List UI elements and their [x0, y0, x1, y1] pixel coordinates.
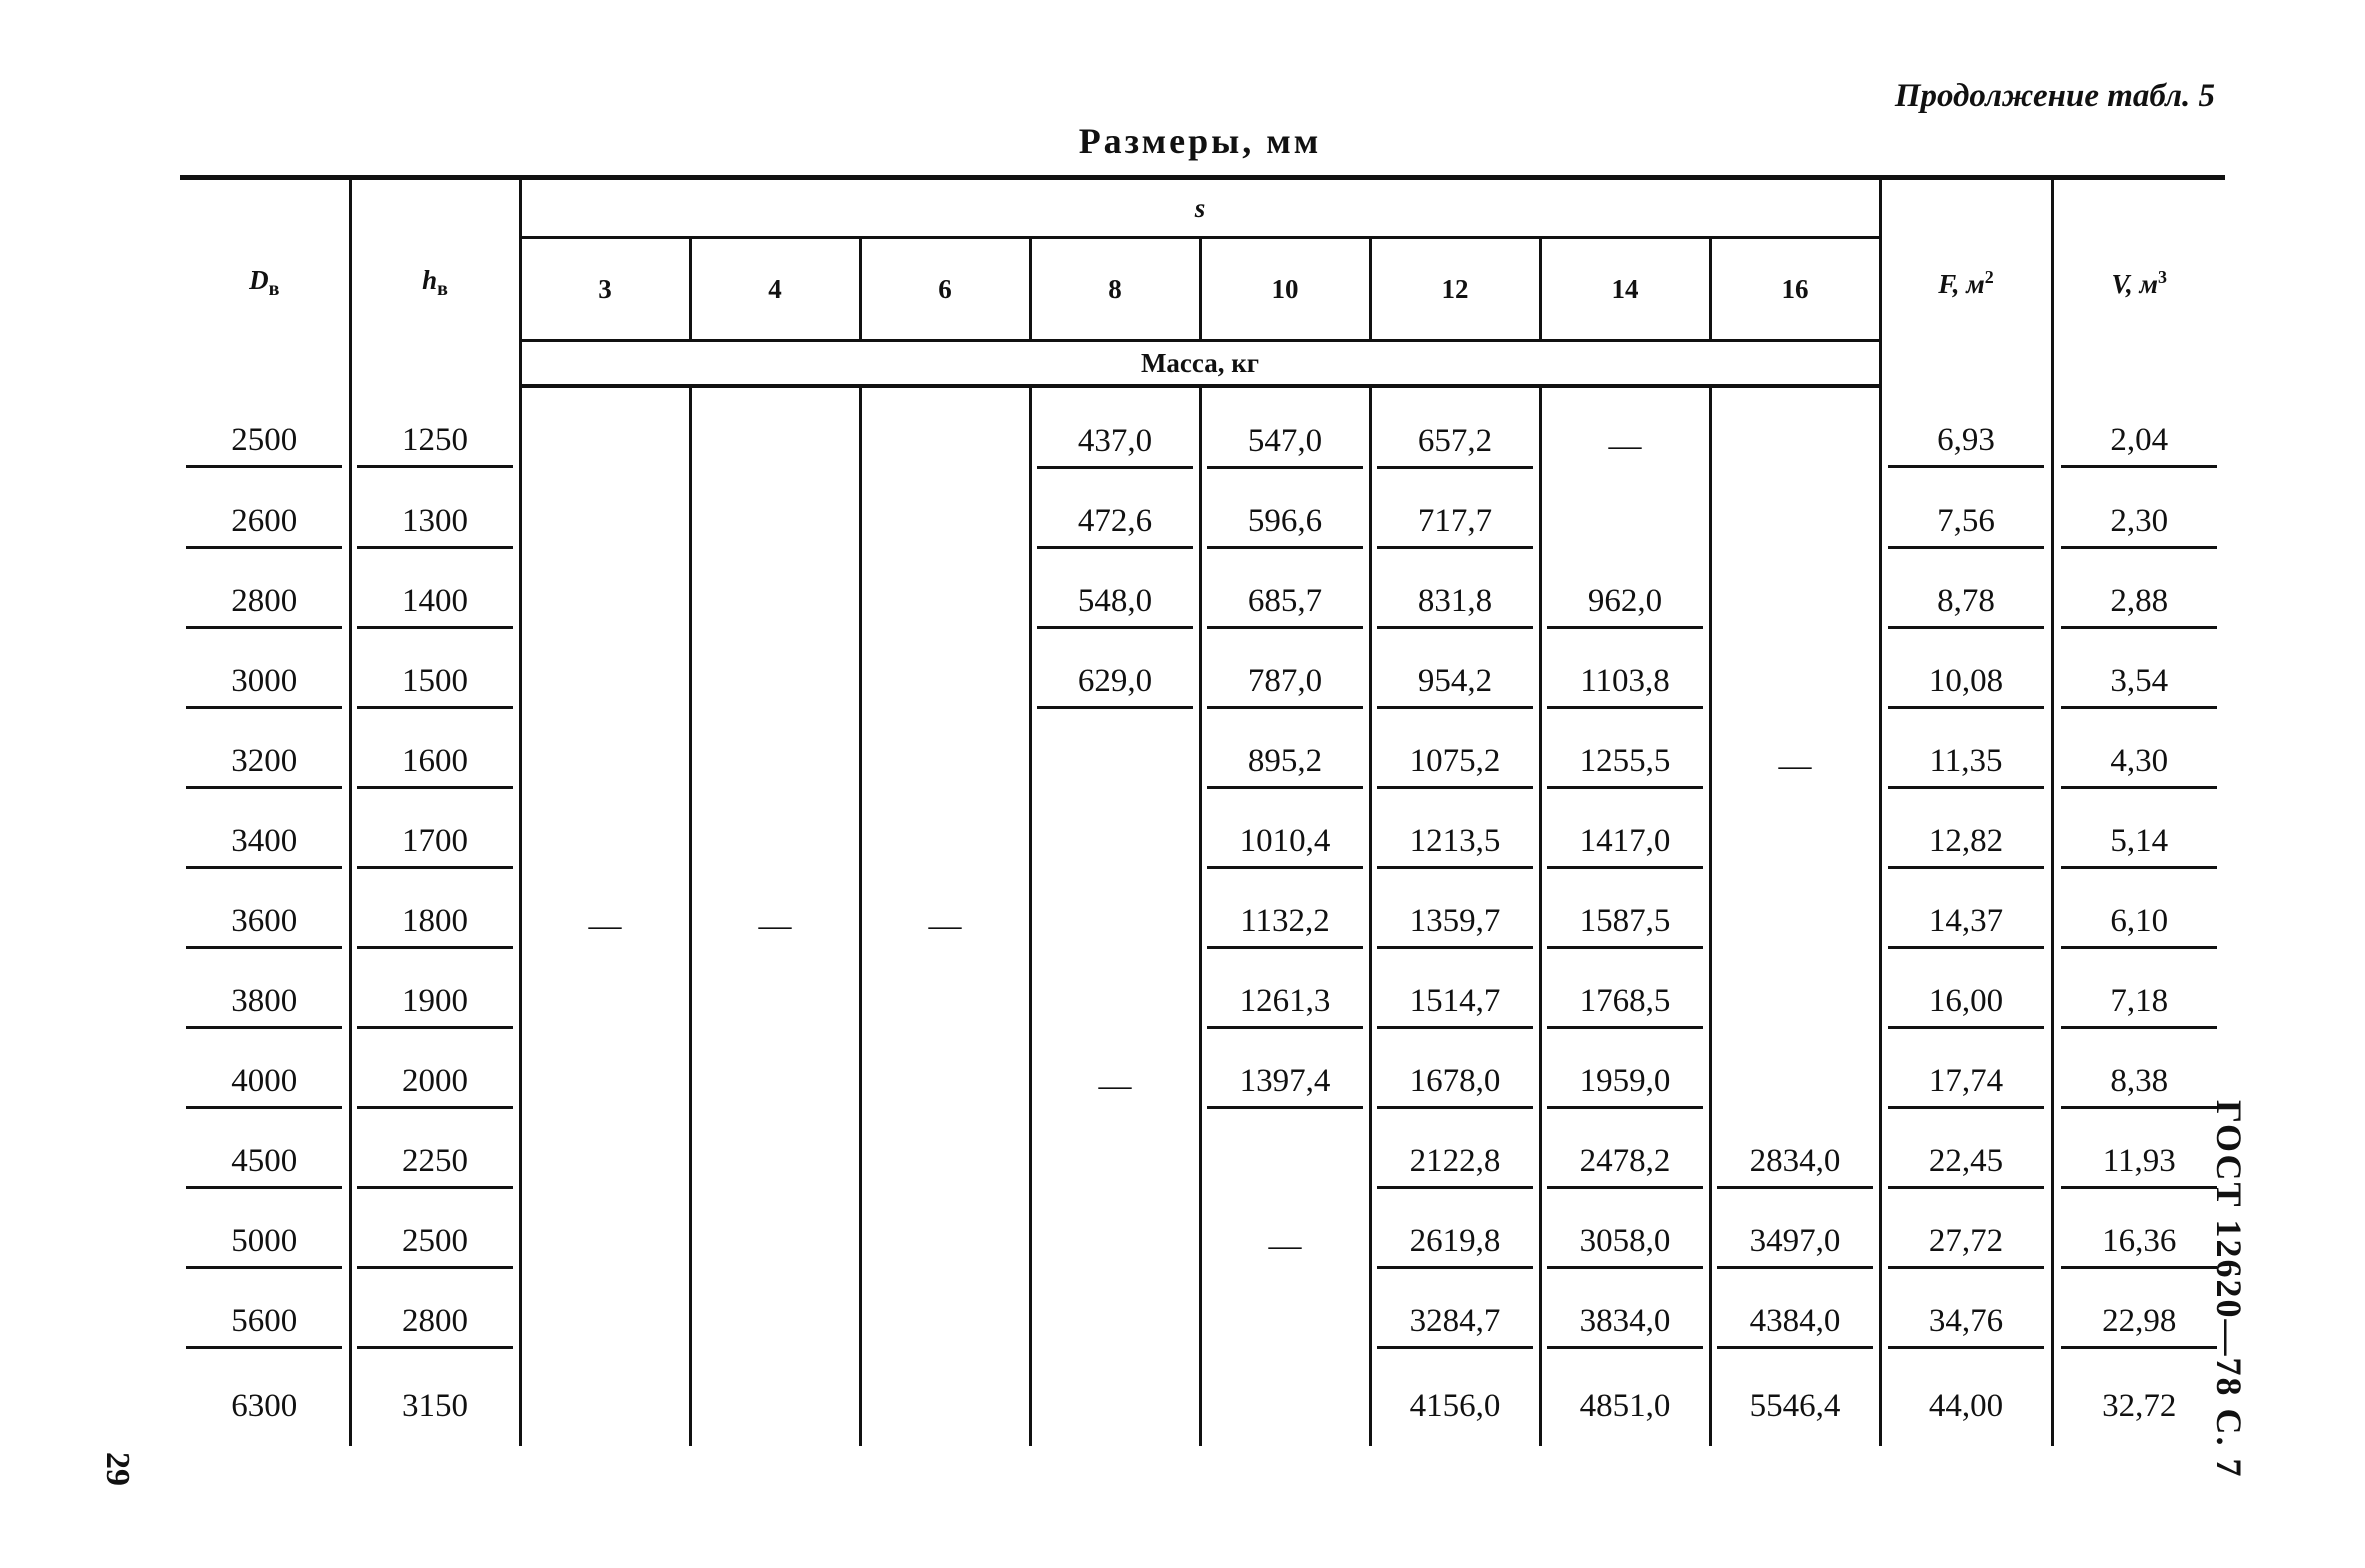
cell-value: 548,0 — [1037, 583, 1193, 629]
cell-value: 1959,0 — [1547, 1063, 1703, 1109]
cell-value: 22,98 — [2061, 1303, 2217, 1349]
table-cell — [690, 966, 860, 1046]
cell-value: 8,78 — [1888, 583, 2044, 629]
cell-value: 11,35 — [1888, 743, 2044, 789]
cell-value: 2478,2 — [1547, 1143, 1703, 1189]
cell-value: — — [1098, 1067, 1132, 1104]
table-cell — [1030, 486, 1200, 566]
table-cell — [1880, 646, 2052, 726]
cell-value: 5000 — [186, 1223, 342, 1269]
table-cell — [180, 646, 350, 726]
table-cell — [1710, 646, 1880, 726]
table-cell — [350, 1126, 520, 1206]
cell-value: 895,2 — [1207, 743, 1363, 789]
table-cell — [1880, 1206, 2052, 1286]
table-cell — [1540, 966, 1710, 1046]
table-cell — [1540, 1366, 1710, 1446]
table-cell — [690, 1366, 860, 1446]
table-cell — [1370, 966, 1540, 1046]
table-body — [180, 386, 2225, 1446]
table-cell — [1370, 886, 1540, 966]
table-cell — [1200, 486, 1370, 566]
table-cell — [1540, 486, 1710, 566]
cell-value: 6,10 — [2061, 903, 2217, 949]
cell-value: 954,2 — [1377, 663, 1533, 709]
table-cell — [1540, 566, 1710, 646]
cell-value: 5546,4 — [1749, 1387, 1841, 1424]
table-cell — [1880, 1366, 2052, 1446]
cell-value: 44,00 — [1928, 1387, 2004, 1424]
table-cell — [1540, 1286, 1710, 1366]
table-cell — [350, 486, 520, 566]
cell-value: 1587,5 — [1547, 903, 1703, 949]
header-s-value: 10 — [1200, 238, 1370, 341]
cell-value: 1514,7 — [1377, 983, 1533, 1029]
table-row — [180, 966, 2225, 1046]
cell-value: 16,36 — [2061, 1223, 2217, 1269]
table-cell — [690, 1046, 860, 1126]
table-cell — [1200, 726, 1370, 806]
cell-value: 17,74 — [1888, 1063, 2044, 1109]
cell-value: 437,0 — [1037, 423, 1193, 469]
table-cell — [1030, 1286, 1200, 1366]
cell-value: 5600 — [186, 1303, 342, 1349]
header-s-value: 6 — [860, 238, 1030, 341]
table-cell — [2052, 726, 2225, 806]
table-row — [180, 1046, 2225, 1126]
table-cell — [1710, 386, 1880, 486]
table-cell — [860, 1046, 1030, 1126]
cell-value: 657,2 — [1377, 423, 1533, 469]
header-s-value: 3 — [520, 238, 690, 341]
table-row — [180, 646, 2225, 726]
table-cell — [1370, 1046, 1540, 1126]
header-mass: Масса, кг — [520, 341, 1880, 387]
table-cell — [1030, 646, 1200, 726]
table-cell — [860, 886, 1030, 966]
table-row — [180, 486, 2225, 566]
table-cell — [2052, 1286, 2225, 1366]
header-s-value: 8 — [1030, 238, 1200, 341]
cell-value: 4500 — [186, 1143, 342, 1189]
table-cell — [1200, 806, 1370, 886]
table-cell — [1540, 806, 1710, 886]
table-cell — [1540, 386, 1710, 486]
cell-value: 4000 — [186, 1063, 342, 1109]
cell-value: 22,45 — [1888, 1143, 2044, 1189]
table-cell — [1030, 386, 1200, 486]
table-cell — [860, 1366, 1030, 1446]
table-cell — [1880, 486, 2052, 566]
cell-value: 547,0 — [1207, 423, 1363, 469]
table-cell — [1710, 566, 1880, 646]
table-cell — [350, 726, 520, 806]
cell-value: 3600 — [186, 903, 342, 949]
table-cell — [1370, 486, 1540, 566]
cell-value: 7,18 — [2061, 983, 2217, 1029]
cell-value: 1255,5 — [1547, 743, 1703, 789]
header-h: $h_в$ — [350, 178, 520, 387]
table-cell — [1370, 646, 1540, 726]
table-cell — [1200, 886, 1370, 966]
cell-value: 2122,8 — [1377, 1143, 1533, 1189]
cell-value: 2,30 — [2061, 503, 2217, 549]
table-cell — [1540, 1126, 1710, 1206]
table-cell — [520, 726, 690, 806]
table-cell — [1540, 886, 1710, 966]
table-cell — [2052, 386, 2225, 486]
cell-value: 2600 — [186, 503, 342, 549]
table-cell — [1710, 1046, 1880, 1126]
cell-value: 4851,0 — [1579, 1387, 1671, 1424]
table-cell — [690, 646, 860, 726]
table-cell — [1370, 806, 1540, 886]
table-cell — [520, 486, 690, 566]
table-row — [180, 806, 2225, 886]
cell-value: 16,00 — [1888, 983, 2044, 1029]
cell-value: 3400 — [186, 823, 342, 869]
page-number: 29 — [99, 1452, 136, 1486]
table-cell — [1200, 566, 1370, 646]
table-cell — [1710, 886, 1880, 966]
table-cell — [1200, 1046, 1370, 1126]
table-cell — [520, 1286, 690, 1366]
cell-value: 1700 — [357, 823, 513, 869]
cell-value: 34,76 — [1888, 1303, 2044, 1349]
table-cell — [180, 386, 350, 486]
cell-value: 596,6 — [1207, 503, 1363, 549]
table-cell — [1030, 1126, 1200, 1206]
table-cell — [1880, 1126, 2052, 1206]
cell-value: 2834,0 — [1717, 1143, 1873, 1189]
table-cell — [2052, 646, 2225, 726]
table-cell — [350, 1206, 520, 1286]
table-cell — [1030, 726, 1200, 806]
table-cell — [1880, 966, 2052, 1046]
table-cell — [350, 1366, 520, 1446]
table-cell — [860, 386, 1030, 486]
cell-value: 717,7 — [1377, 503, 1533, 549]
table-header — [180, 178, 2225, 387]
cell-value: 3497,0 — [1717, 1223, 1873, 1269]
table-cell — [350, 966, 520, 1046]
cell-value: 3800 — [186, 983, 342, 1029]
table-cell — [1030, 1206, 1200, 1286]
cell-value: 1800 — [357, 903, 513, 949]
cell-value: 4,30 — [2061, 743, 2217, 789]
cell-value: 8,38 — [2061, 1063, 2217, 1109]
table-cell — [350, 886, 520, 966]
cell-value: 3000 — [186, 663, 342, 709]
cell-value: 1132,2 — [1207, 903, 1363, 949]
table-cell — [1030, 806, 1200, 886]
table-cell — [180, 1286, 350, 1366]
table-cell — [2052, 1366, 2225, 1446]
table-cell — [1200, 1126, 1370, 1206]
table-cell — [860, 806, 1030, 886]
table-cell — [1030, 966, 1200, 1046]
cell-value: 1678,0 — [1377, 1063, 1533, 1109]
table-cell — [350, 646, 520, 726]
table-cell — [1030, 1366, 1200, 1446]
table-row — [180, 1286, 2225, 1366]
table-cell — [180, 566, 350, 646]
table-cell — [1880, 726, 2052, 806]
cell-value: 10,08 — [1888, 663, 2044, 709]
table-cell — [1540, 1046, 1710, 1126]
cell-value: 3284,7 — [1377, 1303, 1533, 1349]
cell-value: 2250 — [357, 1143, 513, 1189]
cell-value: 1250 — [357, 422, 513, 468]
cell-value: — — [758, 907, 792, 944]
table-caption: Размеры, мм — [1078, 121, 1322, 161]
header-s: s — [520, 178, 1880, 238]
cell-value: 2500 — [357, 1223, 513, 1269]
cell-value: 787,0 — [1207, 663, 1363, 709]
table-cell — [1540, 1206, 1710, 1286]
standard-reference: ГОСТ 12620—78 С. 7 — [2209, 1100, 2249, 1479]
cell-value: 1261,3 — [1207, 983, 1363, 1029]
cell-value: 1417,0 — [1547, 823, 1703, 869]
table-row — [180, 566, 2225, 646]
table-cell — [180, 1366, 350, 1446]
cell-value: 6300 — [231, 1387, 298, 1424]
cell-value: 1010,4 — [1207, 823, 1363, 869]
table-cell — [2052, 806, 2225, 886]
cell-value: — — [928, 907, 962, 944]
cell-value: 3,54 — [2061, 663, 2217, 709]
cell-value: 14,37 — [1888, 903, 2044, 949]
table-cell — [520, 1206, 690, 1286]
cell-value: — — [1778, 747, 1812, 784]
table-cell — [1540, 646, 1710, 726]
table-cell — [1200, 1206, 1370, 1286]
cell-value: 3834,0 — [1547, 1303, 1703, 1349]
table-cell — [690, 1206, 860, 1286]
table-cell — [520, 966, 690, 1046]
table-cell — [1370, 1206, 1540, 1286]
cell-value: 1103,8 — [1547, 663, 1703, 709]
cell-value: 2,04 — [2061, 422, 2217, 468]
dimensions-table — [180, 175, 2225, 1446]
table-cell — [520, 886, 690, 966]
cell-value: — — [588, 907, 622, 944]
table-cell — [1710, 806, 1880, 886]
cell-value: 2500 — [186, 422, 342, 468]
table-cell — [1030, 1046, 1200, 1126]
table-cell — [860, 486, 1030, 566]
table-cell — [690, 886, 860, 966]
cell-value: 32,72 — [2102, 1387, 2177, 1424]
cell-value: 685,7 — [1207, 583, 1363, 629]
cell-value: 2800 — [357, 1303, 513, 1349]
cell-value: 1400 — [357, 583, 513, 629]
table-cell — [1030, 566, 1200, 646]
table-cell — [1200, 966, 1370, 1046]
header-s-value: 14 — [1540, 238, 1710, 341]
table-cell — [350, 1046, 520, 1126]
table-cell — [520, 646, 690, 726]
header-s-value: 4 — [690, 238, 860, 341]
cell-value: 3200 — [186, 743, 342, 789]
table-cell — [1370, 566, 1540, 646]
cell-value: 12,82 — [1888, 823, 2044, 869]
table-cell — [180, 486, 350, 566]
header-s-value: 12 — [1370, 238, 1540, 341]
table-cell — [1710, 1126, 1880, 1206]
cell-value: 4156,0 — [1409, 1387, 1501, 1424]
table-cell — [690, 486, 860, 566]
cell-value: 1500 — [357, 663, 513, 709]
table-cell — [180, 966, 350, 1046]
table-cell — [350, 806, 520, 886]
table-cell — [860, 1126, 1030, 1206]
cell-value: 1768,5 — [1547, 983, 1703, 1029]
table-cell — [1200, 1286, 1370, 1366]
table-cell — [1030, 886, 1200, 966]
table-cell — [2052, 966, 2225, 1046]
table-cell — [350, 566, 520, 646]
cell-value: 831,8 — [1377, 583, 1533, 629]
table-cell — [1880, 1046, 2052, 1126]
header-v: V, $м^3$ — [2052, 178, 2225, 387]
cell-value: 1359,7 — [1377, 903, 1533, 949]
cell-value: 3150 — [402, 1387, 468, 1424]
table-cell — [1370, 1286, 1540, 1366]
table-cell — [180, 806, 350, 886]
cell-value: 2619,8 — [1377, 1223, 1533, 1269]
header-f: F, $м^2$ — [1880, 178, 2052, 387]
cell-value: — — [1608, 427, 1642, 464]
table-cell — [1540, 726, 1710, 806]
table-row — [180, 386, 2225, 486]
table-cell — [180, 1046, 350, 1126]
cell-value: — — [1268, 1227, 1302, 1264]
table-cell — [520, 1046, 690, 1126]
table-cell — [2052, 1206, 2225, 1286]
cell-value: 11,93 — [2061, 1143, 2217, 1189]
table-cell — [180, 726, 350, 806]
cell-value: 1600 — [357, 743, 513, 789]
table-cell — [1200, 386, 1370, 486]
table-cell — [2052, 486, 2225, 566]
cell-value: 6,93 — [1888, 422, 2044, 468]
table-cell — [1370, 1366, 1540, 1446]
table-row — [180, 726, 2225, 806]
cell-value: 1900 — [357, 983, 513, 1029]
header-d: $D_в$ — [180, 178, 350, 387]
table-cell — [860, 1286, 1030, 1366]
cell-value: 2,88 — [2061, 583, 2217, 629]
table-cell — [350, 1286, 520, 1366]
table-cell — [1370, 726, 1540, 806]
table-row — [180, 1366, 2225, 1446]
table-cell — [1200, 646, 1370, 726]
table-cell — [1880, 886, 2052, 966]
table-cell — [1880, 566, 2052, 646]
table-cell — [2052, 1046, 2225, 1126]
table-cell — [860, 646, 1030, 726]
table-cell — [1710, 1286, 1880, 1366]
table-cell — [690, 1126, 860, 1206]
header-s-value: 16 — [1710, 238, 1880, 341]
table-cell — [1710, 1366, 1880, 1446]
table-cell — [860, 566, 1030, 646]
cell-value: 27,72 — [1888, 1223, 2044, 1269]
table-cell — [690, 726, 860, 806]
table-cell — [520, 1366, 690, 1446]
table-cell — [690, 386, 860, 486]
cell-value: 7,56 — [1888, 503, 2044, 549]
table-cell — [690, 566, 860, 646]
table-cell — [1880, 806, 2052, 886]
table-cell — [860, 966, 1030, 1046]
table-cell — [2052, 886, 2225, 966]
table-cell — [1880, 386, 2052, 486]
table-cell — [180, 1126, 350, 1206]
table-cell — [2052, 566, 2225, 646]
table-cell — [180, 1206, 350, 1286]
table-cell — [520, 806, 690, 886]
table-cell — [180, 886, 350, 966]
cell-value: 2000 — [357, 1063, 513, 1109]
cell-value: 1397,4 — [1207, 1063, 1363, 1109]
cell-value: 3058,0 — [1547, 1223, 1703, 1269]
table-cell — [1370, 1126, 1540, 1206]
table-cell — [520, 386, 690, 486]
table-cell — [350, 386, 520, 486]
cell-value: 1300 — [357, 503, 513, 549]
cell-value: 1213,5 — [1377, 823, 1533, 869]
table-continuation-label: Продолжение табл. 5 — [1894, 78, 2215, 114]
cell-value: 629,0 — [1037, 663, 1193, 709]
table-cell — [520, 566, 690, 646]
table-row — [180, 1126, 2225, 1206]
cell-value: 4384,0 — [1717, 1303, 1873, 1349]
cell-value: 1075,2 — [1377, 743, 1533, 789]
cell-value: 472,6 — [1037, 503, 1193, 549]
table-cell — [1710, 486, 1880, 566]
table-cell — [860, 726, 1030, 806]
table-cell — [1710, 1206, 1880, 1286]
table-cell — [1880, 1286, 2052, 1366]
table-cell — [1710, 726, 1880, 806]
table-row — [180, 886, 2225, 966]
table-cell — [860, 1206, 1030, 1286]
table-cell — [1200, 1366, 1370, 1446]
table-cell — [520, 1126, 690, 1206]
table-cell — [690, 1286, 860, 1366]
cell-value: 5,14 — [2061, 823, 2217, 869]
cell-value: 2800 — [186, 583, 342, 629]
table-cell — [2052, 1126, 2225, 1206]
cell-value: 962,0 — [1547, 583, 1703, 629]
table-row — [180, 1206, 2225, 1286]
table-cell — [1370, 386, 1540, 486]
table-cell — [1710, 966, 1880, 1046]
table-cell — [690, 806, 860, 886]
